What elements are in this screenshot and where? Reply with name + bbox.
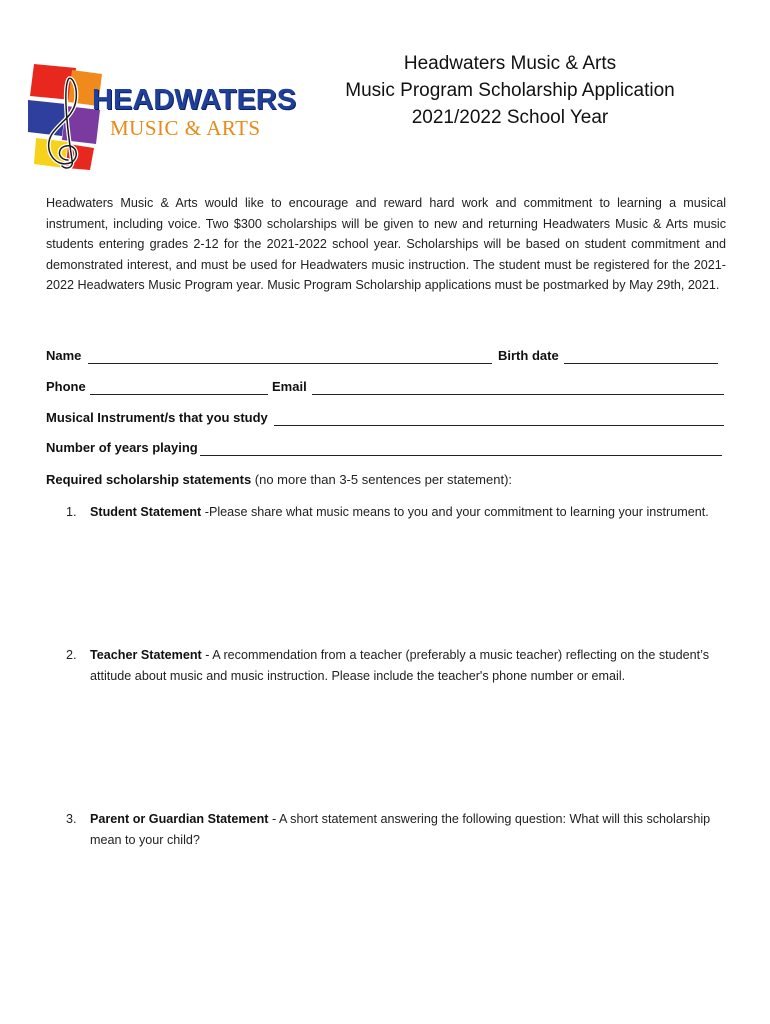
statement-number: 1. [66,505,77,519]
title-line-3: 2021/2022 School Year [411,107,609,128]
instrument-label: Musical Instrument/s that you study [46,410,268,425]
phone-field[interactable] [90,394,268,395]
title-line-1: Headwaters Music & Arts [403,53,617,74]
title-line-2: Music Program Scholarship Application [345,80,675,101]
name-birthdate-row [46,348,726,368]
email-field[interactable] [312,394,724,395]
statement-title: Parent or Guardian Statement [90,812,269,826]
intro-paragraph: Headwaters Music & Arts would like to encourage and reward hard work and commitment to learning a musical instrument, including voice. Two $300 scholarships will be given to new and returning Headwaters Music & Arts music students entering grades 2-12 for the 2021-2022 school year. Scholarships will be based on student commitment and demonstrated interest, and must be used for Headwaters music instruction. The student must be registered for the 2021-2022 Headwaters Music Program year. Music Program Scholarship applications must be postmarked by May 29th, 2021. [46,196,726,293]
headwaters-logo [28,60,297,172]
logo-title: HEADWATERS [92,84,297,116]
required-rest: (no more than 3-5 sentences per statement): [251,472,513,487]
email-label: Email [272,379,307,394]
statement-1 [66,502,722,523]
birth-date-field[interactable] [564,363,718,364]
statement-text: - A short statement answering the following question: What will this scholarship mean to your child? [90,812,711,847]
birth-date-label: Birth date [498,348,559,363]
phone-label: Phone [46,379,86,394]
statement-number: 2. [66,648,77,662]
statement-title: Teacher Statement [90,648,202,662]
statement-3 [66,809,722,850]
instrument-field[interactable] [274,425,724,426]
statement-title: Student Statement [90,505,202,519]
name-field[interactable] [88,363,492,364]
statement-number: 3. [66,812,77,826]
logo-subtitle: MUSIC & ARTS [110,116,261,140]
years-label: Number of years playing [46,440,198,455]
page-title [320,50,700,131]
name-label: Name [46,348,82,363]
phone-email-row [46,379,726,399]
instrument-row [46,410,726,430]
statement-text: -Please share what music means to you and your commitment to learning your instrument. [201,505,709,519]
years-row [46,440,726,460]
years-field[interactable] [200,455,722,456]
required-bold: Required scholarship statements [46,472,252,487]
statement-text: - A recommendation from a teacher (preferably a music teacher) reflecting on the student’s attitude about music and music instruction. Please include the teacher's phone number or email. [90,648,710,683]
required-statements-heading [46,472,512,487]
statement-2 [66,645,722,686]
